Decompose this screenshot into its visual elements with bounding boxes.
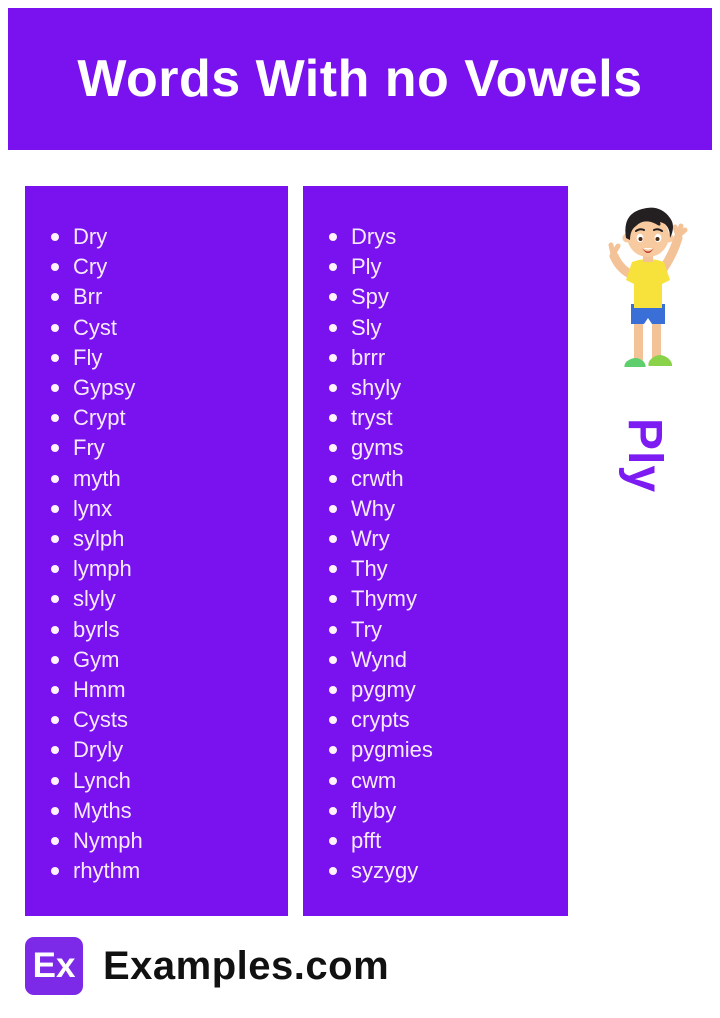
- word-item: Try: [327, 615, 558, 645]
- word-item: Fry: [49, 433, 278, 463]
- word-item: rhythm: [49, 856, 278, 886]
- word-item: Why: [327, 494, 558, 524]
- word-item: Thymy: [327, 584, 558, 614]
- word-item: pfft: [327, 826, 558, 856]
- word-item: syzygy: [327, 856, 558, 886]
- page-title: Words With no Vowels: [77, 50, 643, 108]
- word-item: flyby: [327, 796, 558, 826]
- word-item: lymph: [49, 554, 278, 584]
- word-item: Hmm: [49, 675, 278, 705]
- word-item: Ply: [327, 252, 558, 282]
- word-item: shyly: [327, 373, 558, 403]
- word-item: brrr: [327, 343, 558, 373]
- word-item: Crypt: [49, 403, 278, 433]
- word-item: Spy: [327, 282, 558, 312]
- word-item: pygmy: [327, 675, 558, 705]
- word-item: crwth: [327, 464, 558, 494]
- word-list-2: [303, 186, 568, 886]
- word-item: byrls: [49, 615, 278, 645]
- examples-logo: Ex: [25, 937, 83, 995]
- word-item: slyly: [49, 584, 278, 614]
- word-item: Nymph: [49, 826, 278, 856]
- word-item: Sly: [327, 313, 558, 343]
- word-item: Dryly: [49, 735, 278, 765]
- vertical-word-label: Ply: [618, 417, 672, 493]
- word-item: Cry: [49, 252, 278, 282]
- word-item: tryst: [327, 403, 558, 433]
- cartoon-boy-svg: [596, 196, 700, 376]
- word-item: Thy: [327, 554, 558, 584]
- word-item: Gym: [49, 645, 278, 675]
- word-item: crypts: [327, 705, 558, 735]
- word-panel-2: [303, 186, 568, 916]
- word-item: Lynch: [49, 766, 278, 796]
- vertical-word-box: [588, 398, 702, 512]
- word-item: pygmies: [327, 735, 558, 765]
- cartoon-boy-illustration: [596, 196, 700, 376]
- word-list-1: [25, 186, 288, 886]
- word-item: myth: [49, 464, 278, 494]
- word-item: Brr: [49, 282, 278, 312]
- word-item: Fly: [49, 343, 278, 373]
- header-banner: [8, 8, 712, 150]
- word-item: sylph: [49, 524, 278, 554]
- footer: [25, 937, 389, 995]
- word-item: Cysts: [49, 705, 278, 735]
- word-item: cwm: [327, 766, 558, 796]
- word-item: Cyst: [49, 313, 278, 343]
- word-panel-1: [25, 186, 288, 916]
- word-item: Dry: [49, 222, 278, 252]
- word-item: Gypsy: [49, 373, 278, 403]
- word-item: Wry: [327, 524, 558, 554]
- word-item: Myths: [49, 796, 278, 826]
- word-item: Wynd: [327, 645, 558, 675]
- word-item: gyms: [327, 433, 558, 463]
- word-item: lynx: [49, 494, 278, 524]
- word-item: Drys: [327, 222, 558, 252]
- site-name: Examples.com: [103, 943, 390, 988]
